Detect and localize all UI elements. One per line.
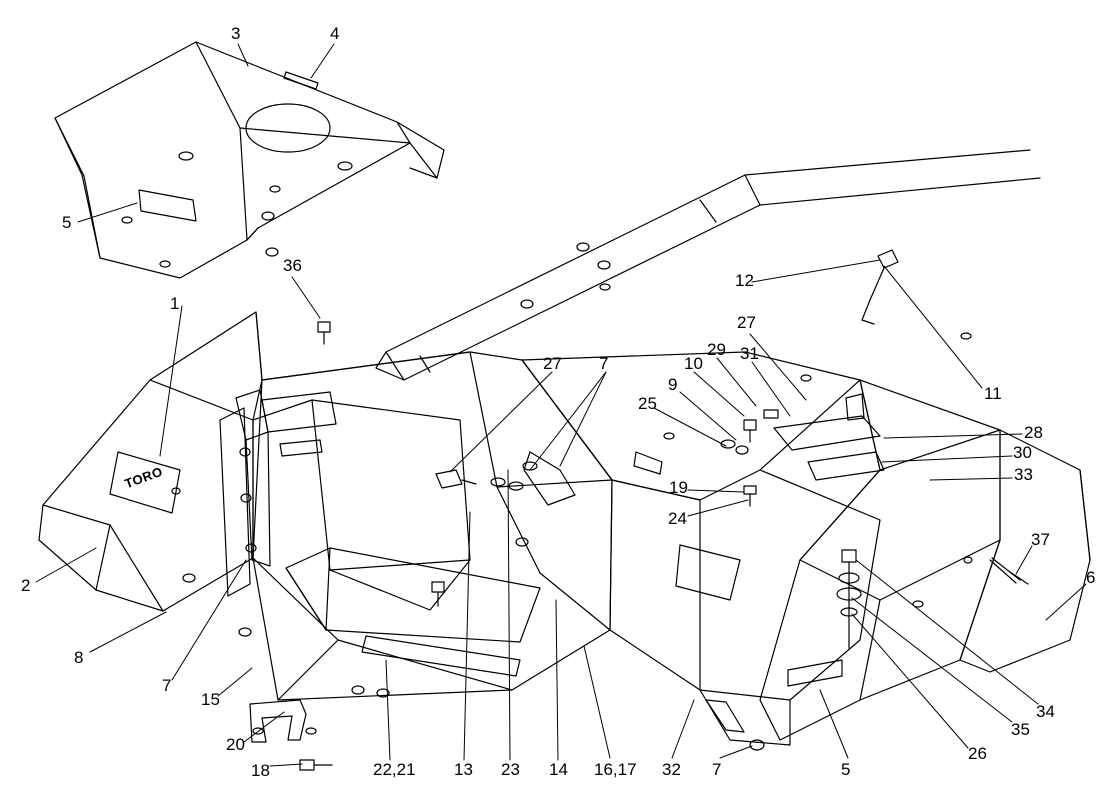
callout-9: 9: [668, 375, 678, 394]
callout-30: 30: [1013, 443, 1032, 462]
callout-11: 11: [984, 384, 1002, 403]
callout-18: 18: [251, 761, 270, 780]
callout-31: 31: [740, 344, 759, 363]
hood-panel-3: [55, 42, 444, 278]
callout-7-upper: 7: [599, 354, 609, 373]
callout-7-bottom: 7: [712, 760, 722, 779]
callout-35: 35: [1011, 720, 1030, 739]
callout-23: 23: [501, 760, 520, 779]
callout-20: 20: [226, 735, 245, 754]
callout-4: 4: [330, 24, 340, 43]
left-side-panel-1: [39, 312, 262, 611]
callout-5-top: 5: [62, 213, 72, 232]
right-side-panel-33: [760, 380, 1000, 740]
callout-19: 19: [669, 478, 688, 497]
callout-14: 14: [549, 760, 568, 779]
callout-13: 13: [454, 760, 473, 779]
frame-rail: [376, 150, 1040, 439]
callout-36: 36: [283, 256, 302, 275]
callout-10: 10: [684, 354, 703, 373]
callout-3: 3: [231, 24, 241, 43]
callout-28: 28: [1024, 423, 1043, 442]
callout-37: 37: [1031, 530, 1050, 549]
callout-24: 24: [668, 509, 687, 528]
toro-brand-label: TORO: [122, 463, 165, 492]
callout-27-left: 27: [543, 354, 562, 373]
callout-32: 32: [662, 760, 681, 779]
callout-15: 15: [201, 690, 220, 709]
callout-8: 8: [74, 648, 84, 667]
center-frame-assembly: [183, 352, 612, 700]
callout-5-bottom: 5: [841, 760, 851, 779]
callout-22-21: 22,21: [373, 760, 416, 779]
callout-1: 1: [170, 294, 180, 313]
fastener-group: [250, 250, 1028, 770]
callout-34: 34: [1036, 702, 1055, 721]
callout-27-right: 27: [737, 313, 756, 332]
callout-29: 29: [707, 340, 726, 359]
callout-25: 25: [638, 394, 657, 413]
callout-16-17: 16,17: [594, 760, 637, 779]
callout-33: 33: [1014, 465, 1033, 484]
callout-12: 12: [735, 271, 754, 290]
callout-6: 6: [1086, 568, 1096, 587]
callout-7-left: 7: [162, 676, 172, 695]
callout-26: 26: [968, 744, 987, 763]
callout-2: 2: [21, 576, 31, 595]
